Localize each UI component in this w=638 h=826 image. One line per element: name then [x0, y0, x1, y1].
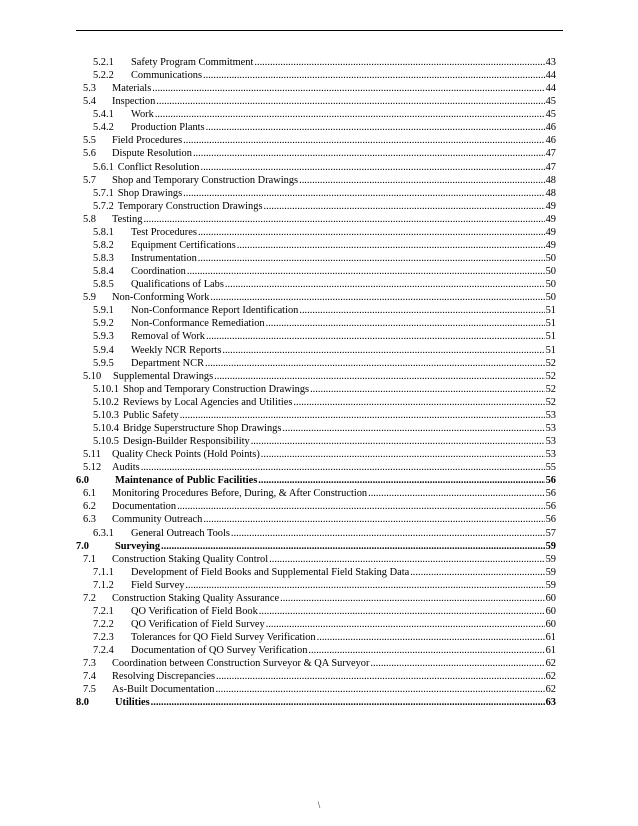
toc-entry-title: Equipment Certifications — [131, 239, 236, 251]
toc-entry-title: Utilities — [115, 697, 150, 709]
toc-entry-title: Tolerances for QO Field Survey Verification — [131, 632, 316, 644]
toc-dot-leader — [143, 214, 544, 226]
toc-dot-leader — [264, 201, 545, 213]
toc-entry-page: 57 — [545, 527, 556, 539]
toc-entry[interactable] — [93, 265, 556, 278]
toc-entry-number: 5.12 — [83, 462, 102, 474]
toc-entry-title: Coordination — [131, 266, 186, 278]
toc-entry[interactable] — [93, 69, 556, 82]
toc-entry-page: 46 — [545, 122, 556, 134]
toc-entry-title: Construction Staking Quality Control — [112, 553, 269, 565]
toc-entry-number: 5.8.4 — [93, 266, 114, 278]
toc-entry-number: 5.10.4 — [93, 422, 119, 434]
toc-entry-page: 61 — [545, 632, 556, 644]
toc-entry-number: 5.9.4 — [93, 344, 114, 356]
toc-entry-page: 53 — [545, 422, 556, 434]
toc-entry-page: 51 — [545, 318, 556, 330]
toc-entry-page: 59 — [545, 566, 556, 578]
toc-entry[interactable] — [93, 409, 556, 422]
toc-entry-page: 52 — [545, 357, 556, 369]
toc-entry-number: 8.0 — [76, 697, 89, 709]
toc-entry-title: Community Outreach — [112, 514, 203, 526]
toc-entry[interactable] — [93, 357, 556, 370]
toc-dot-leader — [254, 57, 544, 69]
toc-entry-number: 5.8.2 — [93, 239, 114, 251]
toc-entry-number: 5.7 — [83, 174, 96, 186]
header-rule — [76, 30, 563, 31]
toc-entry-title: Instrumentation — [131, 253, 197, 265]
toc-entry-page: 49 — [545, 200, 556, 212]
toc-entry-title: Monitoring Procedures Before, During, & After Construction — [112, 488, 368, 500]
toc-entry[interactable] — [93, 566, 556, 579]
toc-entry[interactable] — [83, 174, 556, 187]
toc-entry[interactable] — [93, 435, 556, 448]
toc-entry-number: 5.8.1 — [93, 226, 114, 238]
toc-entry-title: Shop and Temporary Construction Drawings — [122, 383, 310, 395]
toc-dot-leader — [216, 671, 545, 683]
toc-entry[interactable] — [83, 513, 556, 526]
toc-entry[interactable] — [93, 108, 556, 121]
toc-entry-page: 56 — [545, 488, 556, 500]
toc-entry-page: 52 — [545, 370, 556, 382]
toc-entry[interactable] — [76, 696, 556, 709]
toc-entry-page: 60 — [545, 619, 556, 630]
toc-entry-title: Inspection — [112, 96, 156, 108]
toc-dot-leader — [231, 528, 545, 540]
toc-entry-page: 49 — [545, 226, 556, 238]
toc-dot-leader — [183, 188, 544, 200]
toc-entry-number: 7.2.4 — [93, 645, 114, 657]
toc-entry-title: Department NCR — [131, 357, 205, 369]
toc-entry[interactable] — [93, 252, 556, 265]
toc-entry-number: 5.9 — [83, 292, 96, 304]
toc-entry-page: 50 — [545, 292, 556, 304]
toc-dot-leader — [225, 279, 545, 291]
toc-dot-leader — [152, 83, 544, 95]
toc-entry[interactable] — [83, 487, 556, 500]
toc-dot-leader — [203, 514, 544, 526]
toc-entry[interactable] — [93, 226, 556, 239]
toc-entry-page: 49 — [545, 239, 556, 251]
toc-entry-number: 5.9.5 — [93, 357, 114, 369]
toc-dot-leader — [299, 305, 544, 317]
toc-entry-number: 6.3.1 — [93, 527, 114, 539]
toc-entry[interactable] — [83, 370, 556, 383]
toc-entry-number: 6.1 — [83, 488, 96, 500]
toc-entry-number: 6.0 — [76, 475, 89, 487]
toc-entry-number: 7.1 — [83, 553, 96, 565]
toc-entry-number: 5.10.2 — [93, 396, 119, 408]
page-footer-marker: \ — [317, 800, 321, 810]
toc-entry[interactable] — [83, 657, 556, 670]
toc-entry-number: 7.2.1 — [93, 605, 114, 617]
toc-entry-number: 7.3 — [83, 658, 96, 670]
toc-entry-page: 59 — [545, 553, 556, 565]
toc-entry-page: 53 — [545, 449, 556, 461]
toc-entry-number: 5.9.1 — [93, 305, 114, 317]
toc-entry[interactable] — [83, 82, 556, 95]
toc-entry-number: 5.10.1 — [93, 383, 119, 395]
toc-dot-leader — [141, 462, 545, 474]
toc-entry-number: 7.5 — [83, 684, 96, 696]
toc-entry-title: Testing — [112, 213, 143, 225]
toc-entry-page: 46 — [545, 135, 556, 147]
toc-entry-number: 5.8.3 — [93, 253, 114, 265]
toc-entry[interactable] — [83, 461, 556, 474]
toc-dot-leader — [177, 501, 545, 513]
toc-entry-number: 5.10.5 — [93, 436, 119, 448]
toc-entry-title: Audits — [112, 462, 140, 474]
toc-entry[interactable] — [93, 304, 556, 317]
toc-entry-page: 52 — [545, 396, 556, 408]
toc-entry-title: Field Procedures — [112, 135, 183, 147]
toc-entry-page: 50 — [545, 279, 556, 291]
toc-entry-page: 62 — [545, 684, 556, 696]
toc-entry-page: 44 — [545, 83, 556, 95]
toc-entry-page: 51 — [545, 305, 556, 317]
toc-entry-title: Safety Program Commitment — [131, 57, 254, 68]
toc-entry-title: Reviews by Local Agencies and Utilities — [122, 396, 293, 408]
toc-entry-number: 5.6.1 — [93, 161, 114, 173]
toc-entry-number: 7.2.2 — [93, 619, 114, 630]
toc-dot-leader — [259, 606, 545, 618]
toc-entry[interactable] — [93, 605, 556, 618]
toc-entry[interactable] — [93, 330, 556, 343]
toc-dot-leader — [156, 96, 544, 108]
toc-dot-leader — [161, 541, 545, 553]
toc-entry[interactable] — [83, 448, 556, 461]
toc-entry-number: 5.10.3 — [93, 409, 119, 421]
toc-entry-title: Test Procedures — [131, 226, 197, 238]
toc-entry-page: 47 — [545, 161, 556, 173]
toc-entry-title: Development of Field Books and Supplemental Field Staking Data — [131, 566, 410, 578]
toc-entry-title: Production Plants — [131, 122, 205, 134]
toc-entry-page: 63 — [545, 697, 556, 709]
toc-entry-number: 7.2 — [83, 592, 96, 604]
toc-entry[interactable] — [83, 592, 556, 605]
toc-entry[interactable] — [93, 317, 556, 330]
toc-dot-leader — [410, 567, 544, 579]
toc-dot-leader — [317, 632, 545, 644]
toc-entry-number: 5.3 — [83, 83, 96, 95]
toc-dot-leader — [210, 292, 544, 304]
toc-entry[interactable] — [83, 500, 556, 513]
toc-dot-leader — [299, 175, 545, 187]
toc-entry-number: 5.7.1 — [93, 187, 114, 199]
toc-entry-title: Quality Check Points (Hold Points) — [112, 449, 260, 461]
toc-entry[interactable] — [83, 683, 556, 696]
toc-entry-number: 5.9.3 — [93, 331, 114, 343]
toc-entry[interactable] — [83, 670, 556, 683]
toc-entry-page: 56 — [545, 475, 556, 487]
toc-entry-number: 5.2.1 — [93, 57, 114, 68]
toc-dot-leader — [261, 449, 545, 461]
toc-entry-number: 5.2.2 — [93, 70, 114, 82]
toc-entry-page: 48 — [545, 187, 556, 199]
toc-entry-page: 59 — [545, 579, 556, 591]
toc-entry[interactable] — [83, 147, 556, 160]
toc-dot-leader — [258, 475, 544, 487]
toc-dot-leader — [310, 384, 545, 396]
toc-entry[interactable] — [93, 344, 556, 357]
toc-entry-number: 6.2 — [83, 501, 96, 513]
toc-entry-title: Removal of Work — [131, 331, 206, 343]
toc-entry[interactable] — [93, 200, 556, 213]
toc-dot-leader — [269, 554, 544, 566]
toc-entry-number: 5.9.2 — [93, 318, 114, 330]
toc-entry-page: 50 — [545, 266, 556, 278]
toc-entry[interactable] — [93, 56, 556, 69]
toc-entry[interactable] — [76, 474, 556, 487]
toc-entry[interactable] — [76, 540, 556, 553]
toc-entry-page: 62 — [545, 658, 556, 670]
toc-entry-number: 7.1.2 — [93, 579, 114, 591]
toc-entry-number: 5.6 — [83, 148, 96, 160]
toc-dot-leader — [206, 331, 545, 343]
toc-dot-leader — [180, 410, 545, 422]
toc-entry[interactable] — [93, 579, 556, 592]
toc-dot-leader — [151, 697, 545, 709]
toc-entry-title: Design-Builder Responsibility — [122, 436, 250, 448]
toc-entry-title: Communications — [131, 70, 202, 82]
toc-dot-leader — [266, 318, 545, 330]
toc-entry-number: 5.8 — [83, 213, 96, 225]
toc-entry-title: Non-Conformance Remediation — [131, 318, 265, 330]
toc-entry-title: Shop and Temporary Construction Drawings — [112, 174, 299, 186]
toc-entry-page: 47 — [545, 148, 556, 160]
toc-entry-title: Weekly NCR Reports — [131, 344, 222, 356]
toc-entry-number: 5.5 — [83, 135, 96, 147]
toc-entry[interactable] — [93, 161, 556, 174]
toc-entry-number: 5.11 — [83, 449, 101, 461]
toc-dot-leader — [266, 619, 545, 631]
toc-entry-page: 55 — [545, 462, 556, 474]
toc-entry[interactable] — [93, 278, 556, 291]
toc-dot-leader — [368, 488, 545, 500]
toc-dot-leader — [222, 345, 544, 357]
toc-dot-leader — [193, 148, 545, 160]
toc-entry-page: 51 — [545, 344, 556, 356]
toc-dot-leader — [185, 580, 544, 592]
toc-entry-title: Documentation of QO Survey Verification — [131, 645, 308, 657]
toc-entry-title: Qualifications of Labs — [131, 279, 224, 291]
toc-entry-title: Temporary Construction Drawings — [117, 200, 263, 212]
toc-entry-number: 7.2.3 — [93, 632, 114, 644]
toc-entry[interactable] — [93, 239, 556, 252]
toc-entry-page: 56 — [545, 514, 556, 526]
toc-dot-leader — [183, 135, 544, 147]
toc-entry-title: QO Verification of Field Book — [131, 605, 258, 617]
toc-entry[interactable] — [93, 396, 556, 409]
toc-entry-page: 52 — [545, 383, 556, 395]
toc-entry-page: 43 — [545, 57, 556, 68]
toc-dot-leader — [370, 658, 544, 670]
toc-entry[interactable] — [93, 121, 556, 134]
toc-entry-number: 6.3 — [83, 514, 96, 526]
toc-entry[interactable] — [83, 95, 556, 108]
toc-entry-title: Materials — [112, 83, 152, 95]
toc-entry-number: 5.4.2 — [93, 122, 114, 134]
toc-entry-page: 53 — [545, 436, 556, 448]
toc-entry[interactable] — [83, 134, 556, 147]
toc-dot-leader — [203, 70, 545, 82]
toc-entry-title: Non-Conforming Work — [112, 292, 210, 304]
toc-dot-leader — [155, 109, 545, 121]
toc-dot-leader — [237, 240, 545, 252]
toc-dot-leader — [293, 397, 544, 409]
toc-entry-page: 49 — [545, 213, 556, 225]
toc-entry-number: 5.4.1 — [93, 109, 114, 121]
toc-entry-title: Work — [131, 109, 154, 121]
toc-entry-title: Bridge Superstructure Shop Drawings — [122, 422, 282, 434]
toc-entry-page: 61 — [545, 645, 556, 657]
toc-entry[interactable] — [93, 618, 556, 631]
toc-dot-leader — [282, 423, 544, 435]
toc-dot-leader — [187, 266, 545, 278]
toc-entry-page: 50 — [545, 253, 556, 265]
toc-entry-number: 5.4 — [83, 96, 96, 108]
toc-entry-title: Surveying — [115, 540, 161, 552]
toc-entry-title: Construction Staking Quality Assurance — [112, 592, 280, 604]
toc-dot-leader — [206, 122, 545, 134]
toc-entry-title: General Outreach Tools — [131, 527, 230, 539]
toc-entry-page: 44 — [545, 70, 556, 82]
toc-entry-page: 48 — [545, 174, 556, 186]
toc-entry[interactable] — [93, 527, 556, 540]
toc-dot-leader — [280, 593, 545, 605]
toc-entry-title: Public Safety — [122, 409, 179, 421]
toc-entry[interactable] — [83, 553, 556, 566]
toc-entry-page: 59 — [545, 540, 556, 552]
toc-dot-leader — [198, 253, 545, 265]
toc-entry-title: Resolving Discrepancies — [112, 671, 216, 683]
toc-entry-title: QO Verification of Field Survey — [131, 619, 265, 630]
toc-entry[interactable] — [83, 213, 556, 226]
toc-entry-page: 51 — [545, 331, 556, 343]
toc-entry-number: 5.8.5 — [93, 279, 114, 291]
toc-entry-title: Supplemental Drawings — [113, 370, 214, 382]
toc-entry-title: Coordination between Construction Surveyor & QA Surveyor — [112, 658, 370, 670]
toc-entry-number: 7.0 — [76, 540, 89, 552]
toc-dot-leader — [198, 227, 545, 239]
toc-entry[interactable] — [83, 291, 556, 304]
toc-entry-number: 5.10 — [83, 370, 102, 382]
toc-dot-leader — [308, 645, 544, 657]
toc-entry[interactable] — [93, 383, 556, 396]
toc-entry-number: 7.1.1 — [93, 566, 114, 578]
toc-entry-title: Maintenance of Public Facilities — [115, 475, 258, 487]
toc-entry-title: Non-Conformance Report Identification — [131, 305, 299, 317]
toc-entry-page: 60 — [545, 605, 556, 617]
toc-entry-title: Conflict Resolution — [117, 161, 200, 173]
toc-entry-page: 53 — [545, 409, 556, 421]
toc-entry-number: 5.7.2 — [93, 200, 114, 212]
toc-entry[interactable] — [93, 631, 556, 644]
toc-entry-title: As-Built Documentation — [112, 684, 215, 696]
toc-entry[interactable] — [93, 187, 556, 200]
toc-entry-page: 45 — [545, 96, 556, 108]
toc-entry-number: 7.4 — [83, 671, 96, 683]
toc-dot-leader — [214, 371, 544, 383]
toc-entry[interactable] — [93, 422, 556, 435]
toc-entry-page: 45 — [545, 109, 556, 121]
toc-entry-title: Field Survey — [131, 579, 185, 591]
toc-entry[interactable] — [93, 644, 556, 657]
toc-entry-page: 56 — [545, 501, 556, 513]
toc-dot-leader — [215, 684, 544, 696]
toc-entry-title: Dispute Resolution — [112, 148, 192, 160]
toc-entry-title: Shop Drawings — [117, 187, 183, 199]
toc-entry-page: 62 — [545, 671, 556, 683]
toc-dot-leader — [251, 436, 545, 448]
toc-dot-leader — [200, 162, 544, 174]
toc-entry-page: 60 — [545, 592, 556, 604]
toc-dot-leader — [205, 358, 545, 370]
toc-entry-title: Documentation — [112, 501, 177, 513]
